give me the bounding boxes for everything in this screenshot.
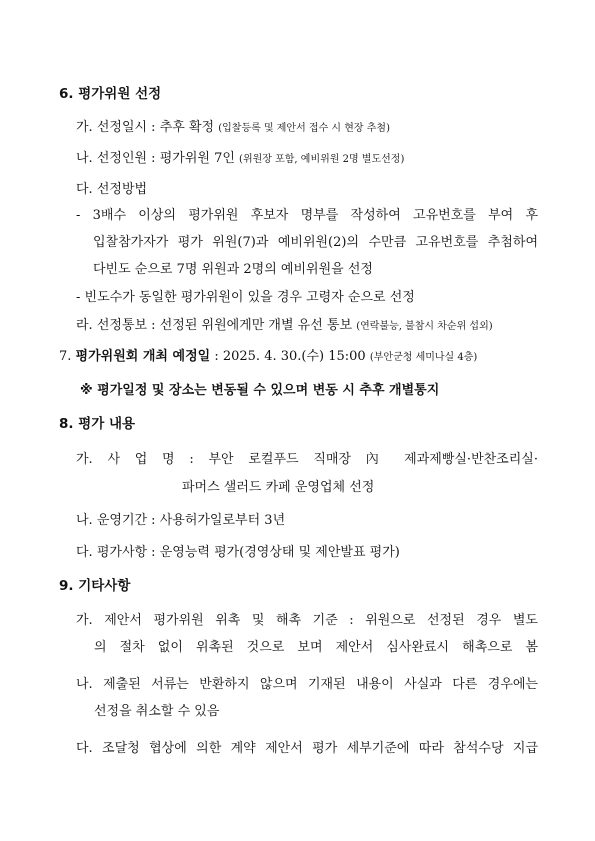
s6-bullet-1-line-1: - 3배수 이상의 평가위원 후보자 명부를 작성하여 고유번호를 부여 후 xyxy=(76,208,538,223)
s9-item-ga-line-1: 가. 제안서 평가위원 위촉 및 해촉 기준 : 위원으로 선정된 경우 별도 xyxy=(76,613,538,628)
s6-bullet-2: - 빈도수가 동일한 평가위원이 있을 경우 고령자 순으로 선정 xyxy=(76,290,415,305)
s6-bullet-1-line-2: 입찰참가자가 평가 위원(7)과 예비위원(2)의 수만큼 고유번호를 추첨하여 xyxy=(93,235,538,250)
s6-bullet-1-line-3: 다빈도 순으로 7명 위원과 2명의 예비위원을 선정 xyxy=(93,262,373,277)
s8-item-ga-line-1: 가. 사 업 명 : 부안 로컬푸드 직매장 內 제과제빵실·반찬조리실· xyxy=(76,452,538,467)
s7-notice: ※ 평가일정 및 장소는 변동될 수 있으며 변동 시 추후 개별통지 xyxy=(80,383,440,398)
s6-item-da: 다. 선정방법 xyxy=(76,182,148,197)
s7-value: : 2025. 4. 30.(수) 15:00 xyxy=(214,349,366,364)
section-8-heading: 8. 평가 내용 xyxy=(59,416,136,432)
section-6-heading: 6. 평가위원 선정 xyxy=(59,86,162,102)
s9-item-na-line-2: 선정을 취소할 수 있음 xyxy=(94,704,220,719)
s8-item-na: 나. 운영기간 : 사용허가일로부터 3년 xyxy=(76,513,286,528)
s7-label: 평가위원회 개최 예정일 xyxy=(75,349,211,364)
s6-item-ga xyxy=(76,120,390,137)
s7-note: (부안군청 세미나실 4층) xyxy=(369,352,478,363)
s6-ga-note: (입찰등록 및 제안서 접수 시 현장 추첨) xyxy=(218,123,390,134)
s9-item-na-line-1: 나. 제출된 서류는 반환하지 않으며 기재된 내용이 사실과 다른 경우에는 xyxy=(76,677,538,692)
s6-na-note: (위원장 포함, 예비위원 2명 별도선정) xyxy=(239,154,405,165)
s6-na-main: 나. 선정인원 : 평가위원 7인 xyxy=(76,151,235,166)
section-9-heading: 9. 기타사항 xyxy=(59,578,131,594)
s7-num: 7. xyxy=(59,349,72,364)
s6-ga-main: 가. 선정일시 : 추후 확정 xyxy=(76,120,215,135)
s8-item-ga-line-2: 파머스 샐러드 카페 운영업체 선정 xyxy=(182,480,375,495)
s6-item-ra xyxy=(76,318,493,335)
section-7-line xyxy=(59,349,477,366)
s8-item-da: 다. 평가사항 : 운영능력 평가(경영상태 및 제안발표 평가) xyxy=(76,545,400,560)
s6-ra-main: 라. 선정통보 : 선정된 위원에게만 개별 유선 통보 xyxy=(76,318,353,333)
s9-item-ga-line-2: 의 절차 없이 위촉된 것으로 보며 제안서 심사완료시 해촉으로 봄 xyxy=(94,640,538,655)
s6-item-na xyxy=(76,151,404,168)
s9-item-da: 다. 조달청 협상에 의한 계약 제안서 평가 세부기준에 따라 참석수당 지급 xyxy=(76,741,538,756)
s6-ra-note: (연락불능, 불참시 차순위 섭외) xyxy=(356,321,493,332)
